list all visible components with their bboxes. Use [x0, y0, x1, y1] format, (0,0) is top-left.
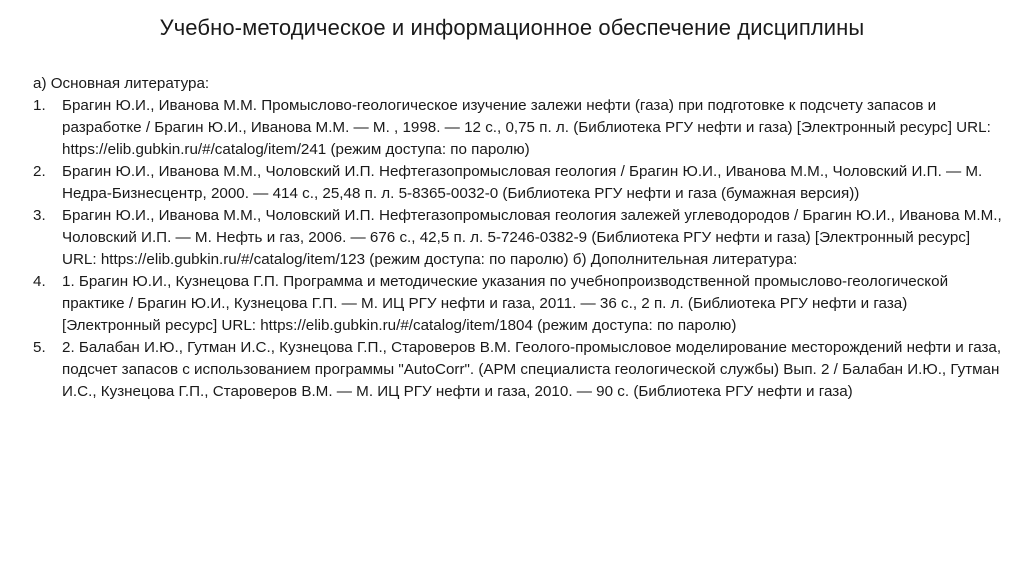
reference-text: Брагин Ю.И., Иванова М.М., Чоловский И.П. Нефтегазопромысловая геология / Брагин Ю.И., Иванова М.М., Чоловский И.П. — М. Недра-Бизнесцентр, 2000. — 414 с., 25,48 п. л. 5-8365-0032-0 (Библиотека РГУ нефти и газа (бумажная версия)): [62, 163, 983, 202]
section-heading-main-literature: а) Основная литература:: [33, 75, 210, 92]
reference-item-4: [33, 271, 1003, 337]
reference-item-2: [33, 161, 1003, 205]
reference-item-3: [33, 205, 1003, 271]
reference-number: 3.: [33, 207, 46, 224]
slide-title: Учебно-методическое и информационное обеспечение дисциплины: [159, 15, 865, 40]
reference-number: 1.: [33, 97, 46, 114]
reference-item-1: [33, 95, 1003, 161]
reference-number: 5.: [33, 339, 46, 356]
reference-text: Брагин Ю.И., Иванова М.М. Промыслово-геологическое изучение залежи нефти (газа) при подготовке к подсчету запасов и разработке / Брагин Ю.И., Иванова М.М. — М. , 1998. — 12 с., 0,75 п. л. (Библиотека РГУ нефти и газа) [Электронный ресурс] URL: https://elib.gubkin.ru/#/catalog/item/241 (режим доступа: по паролю): [62, 97, 991, 158]
reference-number: 4.: [33, 273, 46, 290]
reference-text: Брагин Ю.И., Иванова М.М., Чоловский И.П. Нефтегазопромысловая геология залежей углеводородов / Брагин Ю.И., Иванова М.М., Чоловский И.П. — М. Нефть и газ, 2006. — 676 с., 42,5 п. л. 5-7246-0382-9 (Библиотека РГУ нефти и газа) [Электронный ресурс] URL: https://elib.gubkin.ru/#/catalog/item/123 (режим доступа: по паролю) б) Дополнительная литература:: [62, 207, 1002, 268]
reference-text: 2. Балабан И.Ю., Гутман И.С., Кузнецова Г.П., Староверов В.М. Геолого-промысловое моделирование месторождений нефти и газа, подсчет запасов с использованием программы "AutoCorr". (АРМ специалиста геологической службы) Вып. 2 / Балабан И.Ю., Гутман И.С., Кузнецова Г.П., Староверов В.М. — М. ИЦ РГУ нефти и газа, 2010. — 90 с. (Библиотека РГУ нефти и газа): [62, 339, 1002, 400]
reference-number: 2.: [33, 163, 46, 180]
slide-content: [33, 73, 1003, 403]
reference-list: [33, 95, 1003, 403]
reference-item-5: [33, 337, 1003, 403]
reference-text: 1. Брагин Ю.И., Кузнецова Г.П. Программа и методические указания по учебнопроизводственной промыслово-геологической практике / Брагин Ю.И., Кузнецова Г.П. — М. ИЦ РГУ нефти и газа, 2011. — 36 с., 2 п. л. (Библиотека РГУ нефти и газа) [Электронный ресурс] URL: https://elib.gubkin.ru/#/catalog/item/1804 (режим доступа: по паролю): [62, 273, 949, 334]
